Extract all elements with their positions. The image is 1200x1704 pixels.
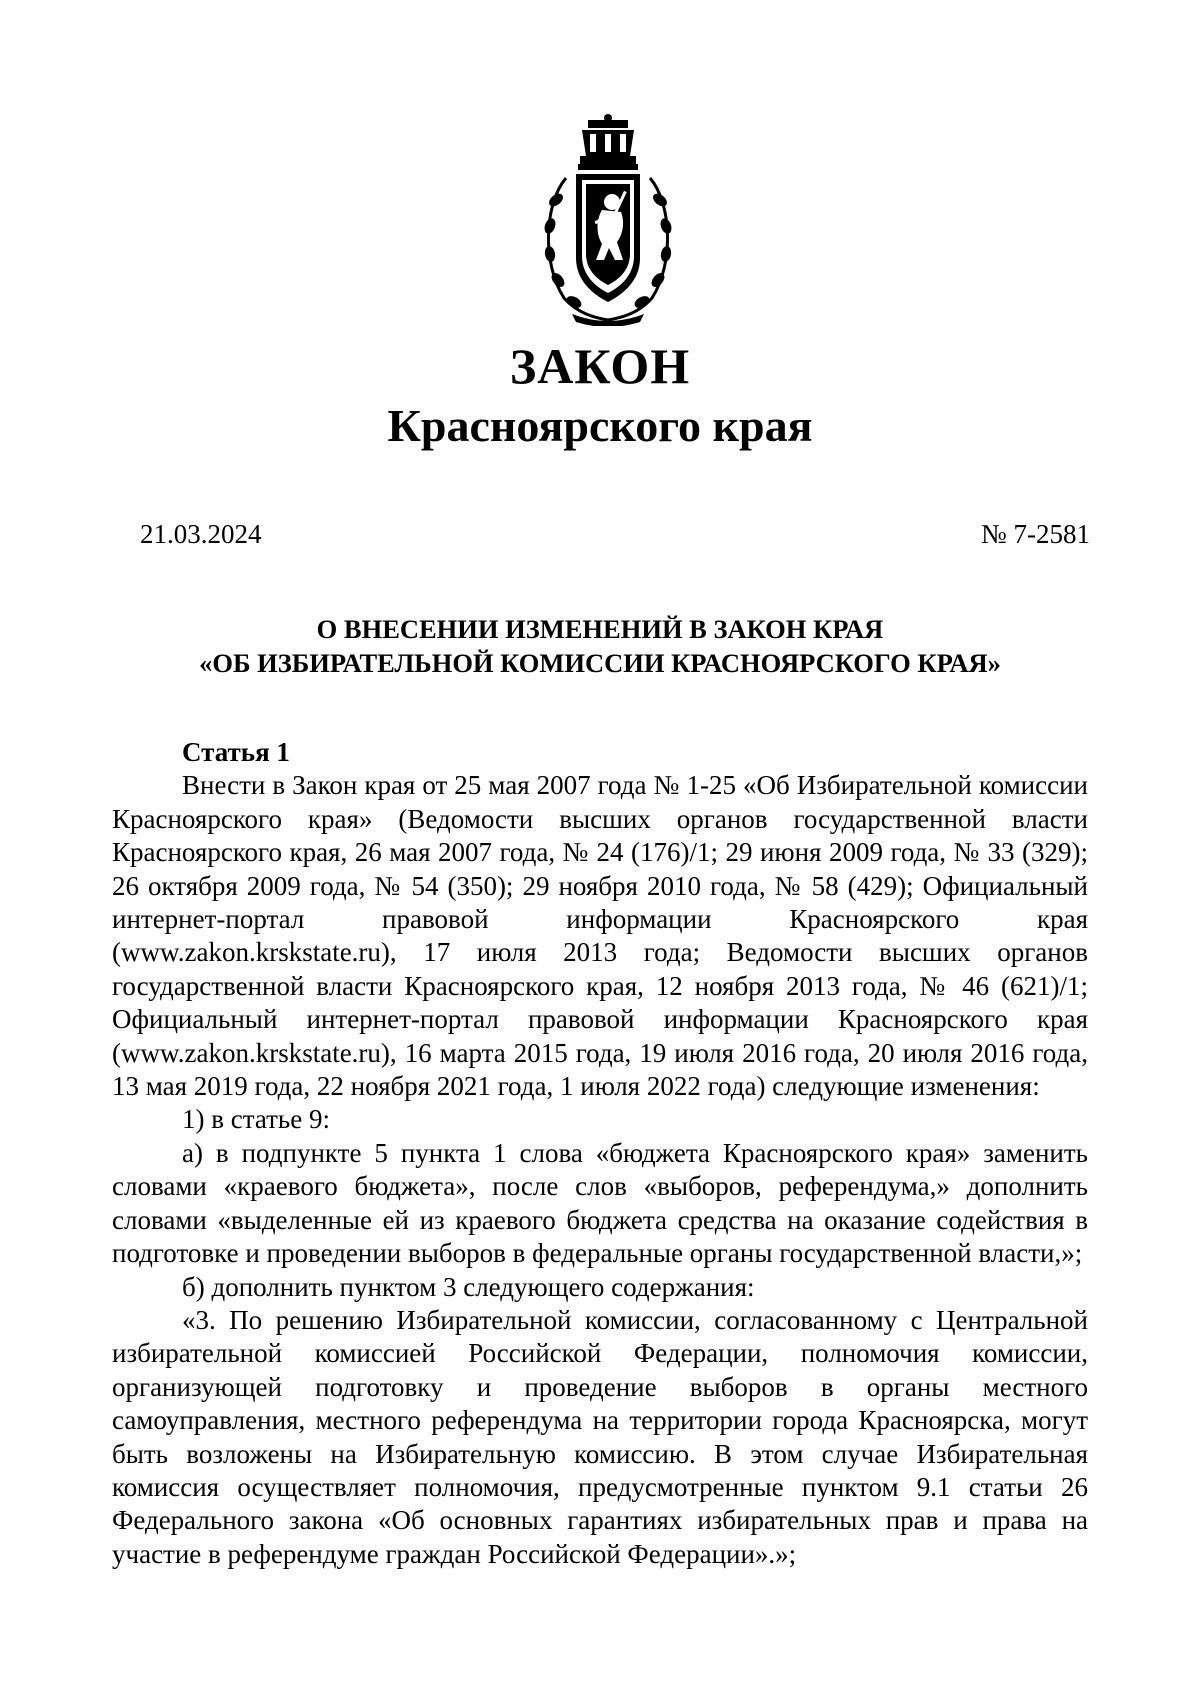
law-heading	[0, 612, 1200, 680]
article-paragraph: 1) в статье 9:	[182, 1104, 330, 1135]
document-subtitle: Красноярского края	[387, 400, 813, 451]
document-number: № 7-2581	[980, 519, 1090, 549]
article-paragraph: а) в подпункте 5 пункта 1 слова «бюджета Красноярского края» заменить словами «краевого бюджета», после слов «выборов, референдума,» дополнить словами «выделенные ей из краевого бюджета средства на оказание содействия в подготовке и проведении выборов в федеральные органы государственной власти,»;	[112, 1137, 1088, 1269]
krasnoyarsk-coat-of-arms-icon	[538, 114, 678, 326]
document-date: 21.03.2024	[140, 519, 262, 549]
document-title: ЗАКОН	[509, 338, 691, 394]
article-paragraph: «3. По решению Избирательной комиссии, согласованному с Центральной избирательной комиссией Российской Федерации, полномочия комиссии, организующей подготовку и проведение выборов в органы местного самоуправления, местного референдума на территории города Красноярска, могут быть возложены на Избирательную комиссию. В этом случае Избирательная комиссия осуществляет полномочия, предусмотренные пунктом 9.1 статьи 26 Федерального закона «Об основных гарантиях избирательных прав и права на участие в референдуме граждан Российской Федерации».»;	[112, 1304, 1088, 1569]
law-heading-line-1: О ВНЕСЕНИИ ИЗМЕНЕНИЙ В ЗАКОН КРАЯ	[316, 614, 884, 644]
law-heading-line-2: «ОБ ИЗБИРАТЕЛЬНОЙ КОМИССИИ КРАСНОЯРСКОГО КРАЯ»	[199, 648, 1001, 678]
article-paragraph: Внести в Закон края от 25 мая 2007 года № 1-25 «Об Избирательной комиссии Красноярского края» (Ведомости высших органов государственной власти Красноярского края, 26 мая 2007 года, № 24 (176)/1; 29 июня 2009 года, № 33 (329); 26 октября 2009 года, № 54 (350); 29 ноября 2010 года, № 58 (429); Официальный интернет-портал правовой информации Красноярского края (www.zakon.krskstate.ru), 17 июля 2013 года; Ведомости высших органов государственной власти Красноярского края, 12 ноября 2013 года, № 46 (621)/1; Официальный интернет-портал правовой информации Красноярского края (www.zakon.krskstate.ru), 16 марта 2015 года, 19 июля 2016 года, 20 июля 2016 года, 13 мая 2019 года, 22 ноября 2021 года, 1 июля 2022 года) следующие изменения:	[112, 770, 1088, 1102]
document-body	[112, 736, 1088, 1571]
article-paragraph: б) дополнить пунктом 3 следующего содержания:	[182, 1271, 755, 1302]
article-title: Статья 1	[182, 737, 290, 767]
